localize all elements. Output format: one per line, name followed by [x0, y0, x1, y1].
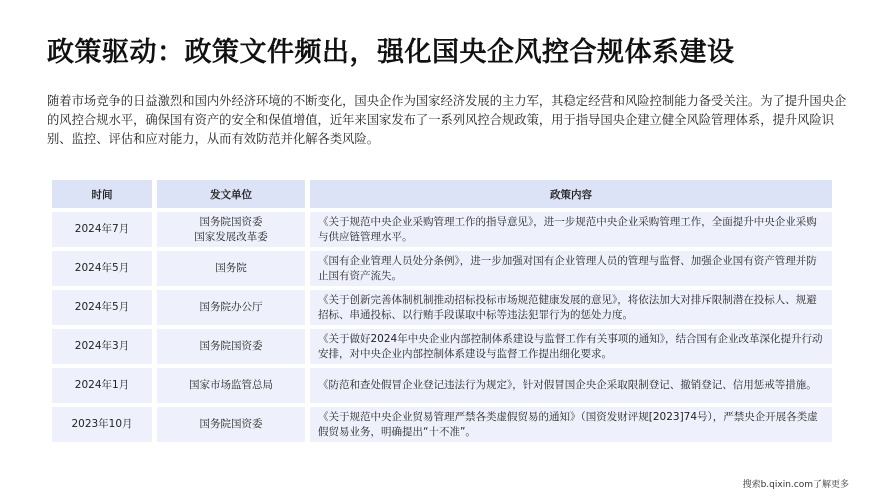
intro-paragraph: 随着市场竞争的日益激烈和国内外经济环境的不断变化，国央企作为国家经济发展的主力军，其稳定经营和风险控制能力备受关注。为了提升国央企的风控合规水平，确保国有资产的安全和保值增值，近年来国家发布了一系列风控合规政策，用于指导国央企建立健全风险管理体系，提升风险识别、监控、评估和应对能力，从而有效防范并化解各类风险。 [47, 94, 847, 146]
cell-issuer [157, 212, 305, 247]
cell-date: 2024年5月 [52, 251, 152, 286]
cell-issuer: 国务院办公厅 [157, 290, 305, 325]
cell-issuer: 国务院国资委 [157, 407, 305, 442]
table-row [52, 329, 832, 364]
cell-issuer: 国务院国资委 [157, 329, 305, 364]
cell-date: 2024年3月 [52, 329, 152, 364]
table-header-row [52, 180, 832, 208]
cell-content: 《关于规范中央企业采购管理工作的指导意见》，进一步规范中央企业采购管理工作，全面提升中央企业采购与供应链管理水平。 [310, 212, 832, 247]
table-row [52, 407, 832, 442]
cell-date: 2023年10月 [52, 407, 152, 442]
header-issuer: 发文单位 [157, 180, 305, 208]
issuer-line: 国家发展改革委 [194, 230, 268, 243]
cell-content: 《关于创新完善体制机制推动招标投标市场规范健康发展的意见》，将依法加大对排斥限制潜在投标人、规避招标、串通投标、以行贿手段谋取中标等违法犯罪行为的惩处力度。 [310, 290, 832, 325]
header-content: 政策内容 [310, 180, 832, 208]
table-row [52, 368, 832, 403]
cell-issuer: 国家市场监管总局 [157, 368, 305, 403]
cell-date: 2024年1月 [52, 368, 152, 403]
table-row [52, 212, 832, 247]
cell-date: 2024年5月 [52, 290, 152, 325]
page-title: 政策驱动：政策文件频出，强化国央企风控合规体系建设 [47, 37, 735, 68]
issuer-line: 国务院国资委 [199, 215, 263, 228]
footer-source-note: 搜索b.qixin.com了解更多 [742, 480, 849, 490]
policy-table [47, 176, 837, 446]
cell-content: 《国有企业管理人员处分条例》，进一步加强对国有企业管理人员的管理与监督、加强企业国有资产管理并防止国有资产流失。 [310, 251, 832, 286]
table-row [52, 290, 832, 325]
header-date: 时间 [52, 180, 152, 208]
cell-content: 《关于做好2024年中央企业内部控制体系建设与监督工作有关事项的通知》，结合国有企业改革深化提升行动安排，对中央企业内部控制体系建设与监督工作提出细化要求。 [310, 329, 832, 364]
table-row [52, 251, 832, 286]
cell-content: 《防范和查处假冒企业登记违法行为规定》，针对假冒国企央企采取限制登记、撤销登记、信用惩戒等措施。 [310, 368, 832, 403]
cell-date: 2024年7月 [52, 212, 152, 247]
cell-issuer: 国务院 [157, 251, 305, 286]
cell-content: 《关于规范中央企业贸易管理严禁各类虚假贸易的通知》（国资发财评规[2023]74号），严禁央企开展各类虚假贸易业务，明确提出“十不准”。 [310, 407, 832, 442]
